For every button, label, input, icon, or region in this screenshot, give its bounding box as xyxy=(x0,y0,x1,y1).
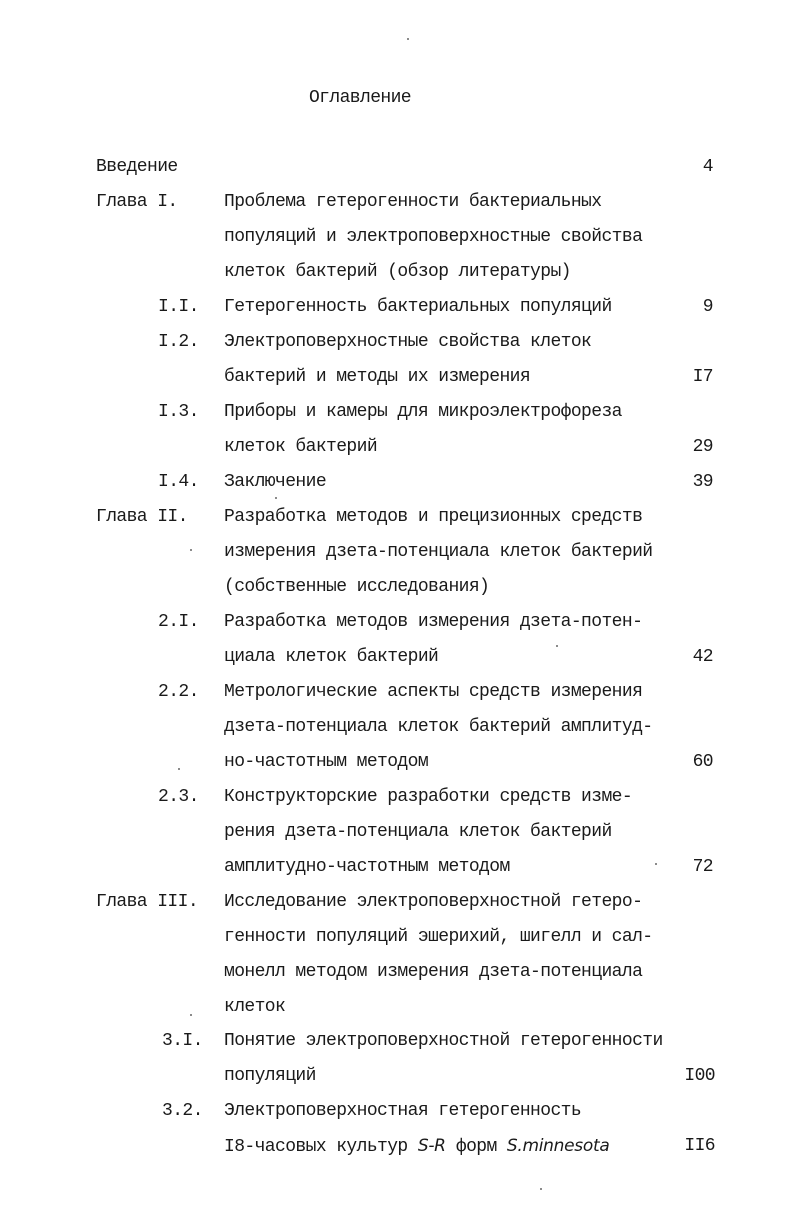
section-1-1-number: I.I. xyxy=(158,297,199,317)
section-2-2-page: 60 xyxy=(692,752,713,772)
intro-page: 4 xyxy=(702,157,713,177)
section-2-3-title: амплитудно-частотным методом xyxy=(224,857,510,877)
section-3-2-text: I8-часовых культур xyxy=(224,1137,418,1157)
section-1-4-page: 39 xyxy=(692,472,713,492)
chapter-1-title-line: популяций и электроповерхностные свойства xyxy=(224,227,643,247)
chapter-3-label: Глава III. xyxy=(96,892,199,912)
section-1-2-page: I7 xyxy=(692,367,713,387)
chapter-1-label: Глава I. xyxy=(96,192,178,212)
scan-speck xyxy=(275,497,277,499)
chapter-2-title-line: Разработка методов и прецизионных средств xyxy=(224,507,643,527)
section-2-1-page: 42 xyxy=(692,647,713,667)
scan-speck xyxy=(178,768,180,770)
section-2-3-page: 72 xyxy=(692,857,713,877)
section-3-1-title: Понятие электроповерхностной гетерогенности xyxy=(224,1031,663,1051)
chapter-1-title-line: клеток бактерий (обзор литературы) xyxy=(224,262,571,282)
section-2-3-title: Конструкторские разработки средств изме- xyxy=(224,787,633,807)
section-1-2-number: I.2. xyxy=(158,332,199,352)
chapter-3-title-line: генности популяций эшерихий, шигелл и сал- xyxy=(224,927,653,947)
section-1-3-title: Приборы и камеры для микроэлектрофореза xyxy=(224,402,622,422)
section-2-3-number: 2.3. xyxy=(158,787,199,807)
section-2-1-title: Разработка методов измерения дзета-потен- xyxy=(224,612,643,632)
section-2-1-number: 2.I. xyxy=(158,612,199,632)
section-3-2-title: Электроповерхностная гетерогенность xyxy=(224,1101,582,1121)
section-2-2-number: 2.2. xyxy=(158,682,199,702)
chapter-1-title-line: Проблема гетерогенности бактериальных xyxy=(224,192,602,212)
section-3-1-number: 3.I. xyxy=(162,1031,203,1051)
section-2-2-title: но-частотным методом xyxy=(224,752,429,772)
section-3-1-page: I00 xyxy=(684,1066,715,1086)
strain-form: S-R xyxy=(417,1136,446,1156)
section-1-4-number: I.4. xyxy=(158,472,199,492)
section-3-2-number: 3.2. xyxy=(162,1101,203,1121)
section-3-1-title: популяций xyxy=(224,1066,316,1086)
section-3-2-page: II6 xyxy=(684,1136,715,1156)
scan-speck xyxy=(190,1014,192,1016)
chapter-2-title-line: измерения дзета-потенциала клеток бактерий xyxy=(224,542,653,562)
section-2-3-title: рения дзета-потенциала клеток бактерий xyxy=(224,822,612,842)
section-1-3-page: 29 xyxy=(692,437,713,457)
chapter-3-title-line: монелл методом измерения дзета-потенциала xyxy=(224,962,643,982)
section-1-2-title: бактерий и методы их измерения xyxy=(224,367,531,387)
section-1-1-page: 9 xyxy=(702,297,713,317)
section-1-2-title: Электроповерхностные свойства клеток xyxy=(224,332,592,352)
intro-label: Введение xyxy=(96,157,178,177)
scan-speck xyxy=(556,645,558,647)
chapter-3-title-line: клеток xyxy=(224,997,286,1017)
section-3-2-title-line2 xyxy=(224,1136,609,1157)
species-name: S.minnesota xyxy=(506,1136,610,1156)
section-2-1-title: циала клеток бактерий xyxy=(224,647,439,667)
chapter-2-label: Глава II. xyxy=(96,507,188,527)
chapter-3-title-line: Исследование электроповерхностной гетеро- xyxy=(224,892,643,912)
scan-speck xyxy=(190,549,192,551)
scan-speck xyxy=(540,1188,542,1190)
chapter-2-title-line: (собственные исследования) xyxy=(224,577,490,597)
scan-speck xyxy=(407,38,409,40)
section-3-2-text: форм xyxy=(445,1137,507,1157)
section-1-3-title: клеток бактерий xyxy=(224,437,378,457)
section-1-1-title: Гетерогенность бактериальных популяций xyxy=(224,297,612,317)
scan-speck xyxy=(655,863,657,865)
page-title: Оглавление xyxy=(308,88,412,108)
section-1-4-title: Заключение xyxy=(224,472,327,492)
section-2-2-title: дзета-потенциала клеток бактерий амплитуд- xyxy=(224,717,653,737)
section-2-2-title: Метрологические аспекты средств измерения xyxy=(224,682,643,702)
section-1-3-number: I.3. xyxy=(158,402,199,422)
